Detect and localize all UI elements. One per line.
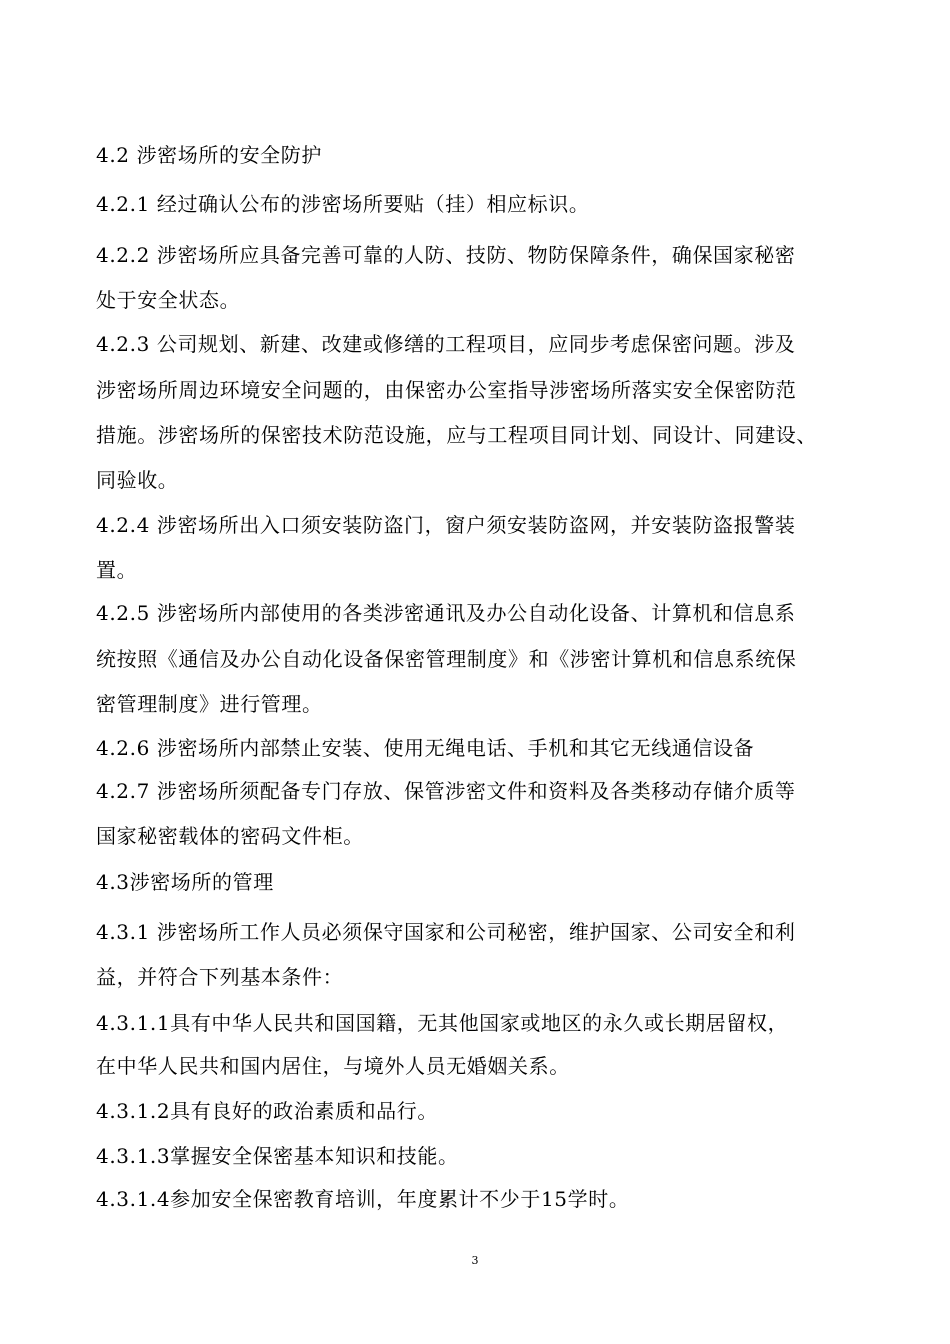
clause-4-2-3-line-2: 涉密场所周边环境安全问题的，由保密办公室指导涉密场所落实安全保密防范 (96, 378, 797, 402)
clause-4-2-3-line-4: 同验收。 (96, 468, 179, 492)
clause-4-3-1-line-2: 益，并符合下列基本条件： (96, 965, 344, 989)
clause-4-2-2-line-2: 处于安全状态。 (96, 288, 241, 312)
clause-4-2-2-line-1: 4.2.2 涉密场所应具备完善可靠的人防、技防、物防保障条件，确保国家秘密 (96, 243, 796, 267)
clause-4-3-1-line-1: 4.3.1 涉密场所工作人员必须保守国家和公司秘密，维护国家、公司安全和利 (96, 920, 796, 944)
clause-4-3-1-1-line-1: 4.3.1.1具有中华人民共和国国籍，无其他国家或地区的永久或长期居留权， (96, 1011, 789, 1035)
clause-4-3-1-3: 4.3.1.3掌握安全保密基本知识和技能。 (96, 1144, 459, 1168)
page-number: 3 (471, 1254, 479, 1267)
clause-4-2-4-line-1: 4.2.4 涉密场所出入口须安装防盗门，窗户须安装防盗网，并安装防盗报警装 (96, 513, 796, 537)
clause-4-2-3-line-3: 措施。涉密场所的保密技术防范设施，应与工程项目同计划、同设计、同建设、 (96, 423, 817, 447)
clause-4-2-5-line-1: 4.2.5 涉密场所内部使用的各类涉密通讯及办公自动化设备、计算机和信息系 (96, 601, 796, 625)
clause-4-3-1-4: 4.3.1.4参加安全保密教育培训，年度累计不少于15学时。 (96, 1187, 630, 1211)
clause-4-2-4-line-2: 置。 (96, 558, 138, 582)
clause-4-2-5-line-3: 密管理制度》进行管理。 (96, 692, 323, 716)
clause-4-2-5-line-2: 统按照《通信及办公自动化设备保密管理制度》和《涉密计算机和信息系统保 (96, 647, 797, 671)
clause-4-3-1-2: 4.3.1.2具有良好的政治素质和品行。 (96, 1099, 438, 1123)
clause-4-2-1: 4.2.1 经过确认公布的涉密场所要贴（挂）相应标识。 (96, 192, 590, 216)
section-heading-4-3: 4.3涉密场所的管理 (96, 870, 274, 894)
clause-4-2-3-line-1: 4.2.3 公司规划、新建、改建或修缮的工程项目，应同步考虑保密问题。涉及 (96, 332, 796, 356)
clause-4-3-1-1-line-2: 在中华人民共和国内居住，与境外人员无婚姻关系。 (96, 1054, 570, 1078)
section-heading-4-2: 4.2 涉密场所的安全防护 (96, 143, 322, 167)
clause-4-2-6: 4.2.6 涉密场所内部禁止安装、使用无绳电话、手机和其它无线通信设备 (96, 736, 755, 760)
clause-4-2-7-line-1: 4.2.7 涉密场所须配备专门存放、保管涉密文件和资料及各类移动存储介质等 (96, 779, 796, 803)
clause-4-2-7-line-2: 国家秘密载体的密码文件柜。 (96, 824, 364, 848)
